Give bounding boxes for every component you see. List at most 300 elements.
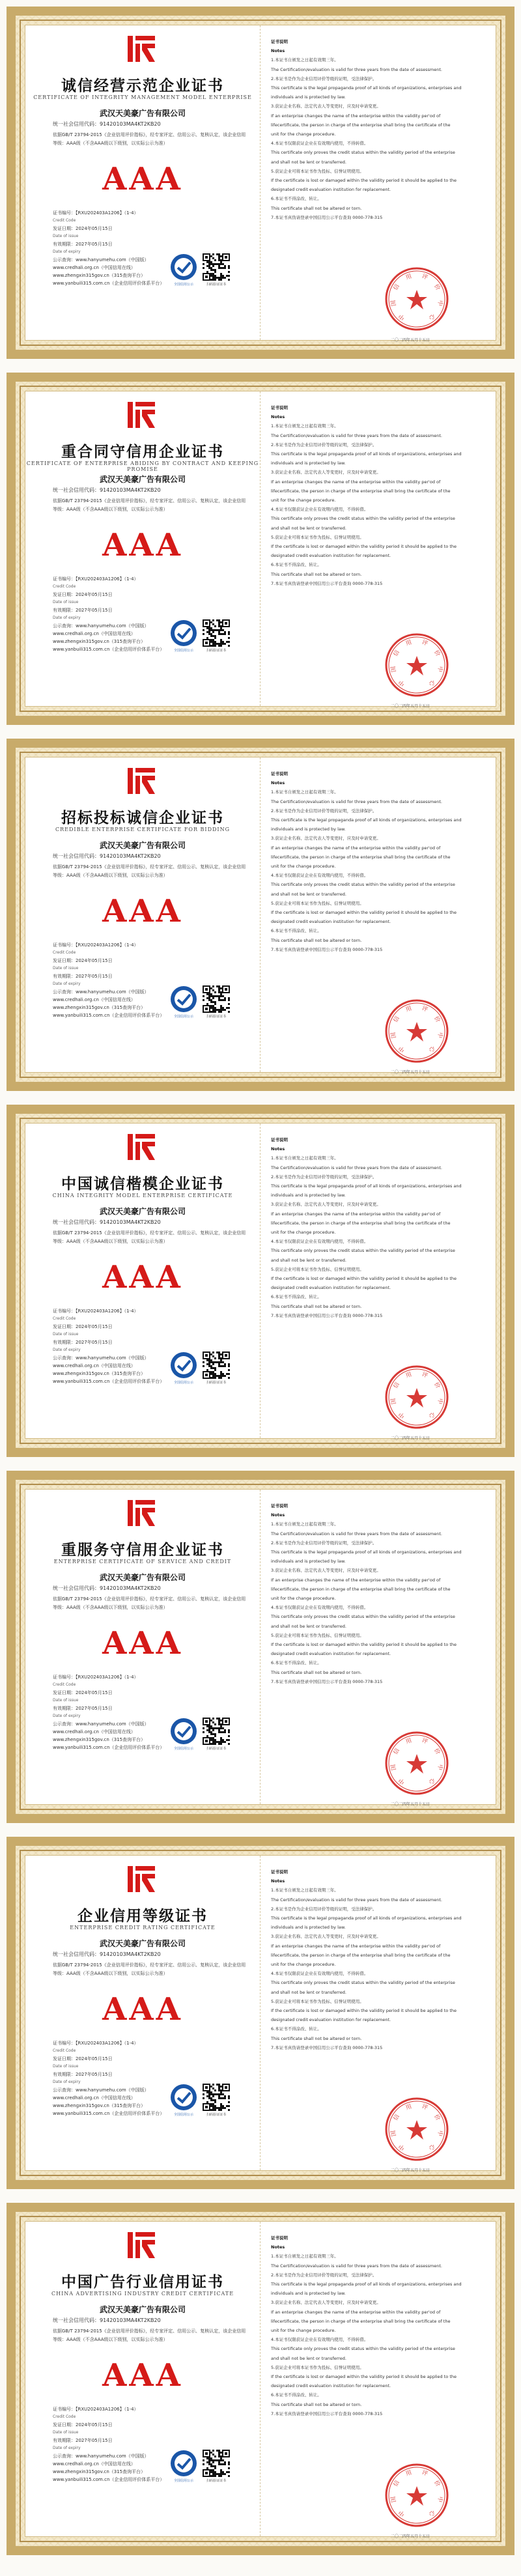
svg-text:用: 用 xyxy=(404,2103,413,2112)
description-line: 等级：AAA级（不含AAA级以下级别，以实际公示为准） xyxy=(53,141,168,146)
svg-text:用: 用 xyxy=(404,639,413,647)
qr-code-icon xyxy=(203,2084,230,2111)
notes-line: This certificate shall not be altered or torn. xyxy=(271,2401,362,2407)
svg-text:心: 心 xyxy=(427,1776,436,1785)
notes-block xyxy=(271,37,485,222)
notes-line: If the certificate is lost or damaged within the validity period it should be applied to the xyxy=(271,178,457,184)
meta-row: 有效期限：2027年05月15日 xyxy=(53,608,113,613)
meta-row: www.credhali.org.cn（中国信用在线） xyxy=(53,2095,135,2101)
notes-block xyxy=(271,1501,485,1686)
notes-line: This certificate only proves the credit status within the validity period of the enterprise xyxy=(271,516,455,522)
notes-line: This certificate only proves the credit status within the validity period of the enterprise xyxy=(271,1248,455,1254)
meta-row: www.credhali.org.cn（中国信用在线） xyxy=(53,2461,135,2467)
notes-line: This certificate shall not be altered or torn. xyxy=(271,205,362,211)
company-name: 武汉天美豪广告有限公司 xyxy=(99,841,186,850)
seal-date: 二〇二四年五月十五日 xyxy=(391,704,430,709)
meta-row: 证书编号：【RXU202403A1206】（1-4） xyxy=(53,942,139,948)
meta-row: 有效期限：2027年05月15日 xyxy=(53,242,113,247)
notes-heading: 证书说明 xyxy=(271,2235,288,2241)
notes-line: This certificate is the legal propaganda proof of all kinds of organizations, enterprises and xyxy=(271,451,462,457)
notes-line: This certificate is the legal propaganda proof of all kinds of organizations, enterprises and xyxy=(271,1550,462,1555)
credit-grade: AAA xyxy=(102,527,183,563)
official-seal-icon xyxy=(384,2097,449,2162)
credit-grade: AAA xyxy=(102,1625,183,1662)
credit-grade: AAA xyxy=(102,2357,183,2394)
meta-row: www.credhali.org.cn（中国信用在线） xyxy=(53,631,135,636)
notes-line: lifecertificate, the person in charge of the enterprise shall bring the certificate of the xyxy=(271,1586,451,1592)
notes-line: and shall not be lent or transferred. xyxy=(271,2355,346,2361)
badge-caption: 全国信用公示 xyxy=(173,1381,193,1385)
seal-date: 二〇二四年五月十五日 xyxy=(391,1070,430,1075)
certificate xyxy=(7,2203,514,2555)
certificate-notes-panel xyxy=(260,1856,496,2173)
certificate xyxy=(7,1471,514,1823)
svg-text:心: 心 xyxy=(427,678,436,687)
certificate-title: 中国广告行业信用证书 xyxy=(61,2273,224,2291)
certificate-notes-panel xyxy=(260,1124,496,1441)
meta-row-en: Date of issue xyxy=(53,1698,79,1703)
certificate-body xyxy=(25,1489,496,1805)
notes-line: 6.本证书不得涂改、转让。 xyxy=(271,196,322,202)
certificate-notes-panel xyxy=(260,2222,496,2539)
notes-line: 6.本证书不得涂改、转让。 xyxy=(271,562,322,568)
notes-heading: 证书说明 xyxy=(271,405,288,410)
notes-line: individuals and is protected by law. xyxy=(271,1559,346,1564)
svg-text:价: 价 xyxy=(432,649,442,658)
notes-line: 3.获证企业名称、法定代表人等变更时，应及时申请变更。 xyxy=(271,470,381,475)
notes-line: 3.获证企业名称、法定代表人等变更时，应及时申请变更。 xyxy=(271,104,381,109)
notes-line: 6.本证书不得涂改、转让。 xyxy=(271,1660,322,1666)
meta-row: 发证日期：2024年05月15日 xyxy=(53,1324,113,1329)
meta-row: www.yanbuili315.com.cn（企业信用评价体系平台） xyxy=(53,2477,165,2482)
meta-row-en: Credit Code xyxy=(53,2048,76,2053)
notes-line: 1.本证书自颁发之日起有效期三年。 xyxy=(271,1522,339,1527)
notes-line: 6.本证书不得涂改、转让。 xyxy=(271,1294,322,1300)
svg-text:信: 信 xyxy=(392,2479,401,2488)
company-name: 武汉天美豪广告有限公司 xyxy=(99,475,186,484)
credit-badge-icon xyxy=(170,1718,197,1745)
meta-row-en: Credit Code xyxy=(53,218,76,223)
notes-line: 2.本证书是作为企业信用评价等级的证明，受法律保护。 xyxy=(271,76,377,81)
notes-line: This certificate shall not be altered or torn. xyxy=(271,1669,362,1675)
certificate-body xyxy=(25,25,496,341)
meta-row: www.credhali.org.cn（中国信用在线） xyxy=(53,265,135,270)
notes-line: 5.获证企业可将本证书作为投标、信誉证明使用。 xyxy=(271,1998,364,2004)
official-seal-icon xyxy=(384,1731,449,1796)
meta-row: 公示查询：www.hanyumehu.com（中国版） xyxy=(53,1721,149,1727)
credit-code: 统一社会信用代码：91420103MA4KT2KB20 xyxy=(53,1219,161,1225)
notes-line: This certificate shall not be altered or torn. xyxy=(271,2035,362,2041)
certificate-logo-icon xyxy=(126,1131,156,1161)
meta-row: 发证日期：2024年05月15日 xyxy=(53,2056,113,2061)
credit-grade: AAA xyxy=(102,1259,183,1295)
svg-text:中: 中 xyxy=(436,1397,444,1405)
notes-line: 5.获证企业可将本证书作为投标、信誉证明使用。 xyxy=(271,2364,364,2370)
certificate-notes-panel xyxy=(260,25,496,343)
badge-caption: 全国信用公示 xyxy=(173,2479,193,2483)
notes-block xyxy=(271,1867,485,2052)
notes-line: This certificate is the legal propaganda proof of all kinds of organizations, enterprises and xyxy=(271,1916,462,1921)
meta-row-en: Credit Code xyxy=(53,950,76,955)
notes-line: and shall not be lent or transferred. xyxy=(271,159,346,165)
qr-caption: 扫码验证证书 xyxy=(206,2479,226,2483)
certificate-front xyxy=(25,757,260,1072)
svg-text:评: 评 xyxy=(421,1737,429,1746)
official-seal-icon xyxy=(384,632,449,698)
notes-heading: 证书说明 xyxy=(271,1137,288,1142)
notes-line: 4.本证书仅限获证企业在有效期内使用，不得转借。 xyxy=(271,873,369,879)
notes-block xyxy=(271,769,485,954)
meta-row: 有效期限：2027年05月15日 xyxy=(53,1340,113,1345)
certificate-front xyxy=(25,1856,260,2170)
notes-block xyxy=(271,1135,485,1320)
official-seal-icon xyxy=(384,998,449,1064)
qr-code-icon xyxy=(203,985,230,1013)
svg-text:中: 中 xyxy=(397,678,406,687)
meta-row-en: Credit Code xyxy=(53,584,76,589)
notes-line: The Certification/evaluation is valid for three years from the date of assessment. xyxy=(271,66,442,72)
description-line: 依据GB/T 23794-2015《企业信用评价指标》，经专家评定、信用公示、复核认定，该企业信用 xyxy=(53,1962,246,1968)
certificate-logo-icon xyxy=(126,765,156,795)
notes-line: designated credit evaluation institution for replacement. xyxy=(271,2383,391,2389)
meta-row: www.credhali.org.cn（中国信用在线） xyxy=(53,997,135,1002)
certificate xyxy=(7,1105,514,1457)
badge-caption: 全国信用公示 xyxy=(173,1015,193,1019)
notes-line: individuals and is protected by law. xyxy=(271,94,346,100)
notes-line: The Certification/evaluation is valid for three years from the date of assessment. xyxy=(271,1165,442,1170)
svg-text:中: 中 xyxy=(397,2508,406,2517)
notes-line: If the certificate is lost or damaged within the validity period it should be applied to the xyxy=(271,2374,457,2380)
company-name: 武汉天美豪广告有限公司 xyxy=(99,1573,186,1582)
svg-text:国: 国 xyxy=(390,665,398,673)
svg-text:价: 价 xyxy=(432,2479,442,2488)
description-line: 依据GB/T 23794-2015《企业信用评价指标》，经专家评定、信用公示、复核认定，该企业信用 xyxy=(53,132,246,137)
svg-text:用: 用 xyxy=(404,2469,413,2478)
svg-text:心: 心 xyxy=(427,312,436,321)
svg-text:中: 中 xyxy=(436,1763,444,1771)
meta-row-en: Date of issue xyxy=(53,600,79,604)
credit-grade: AAA xyxy=(102,1991,183,2028)
qr-code-icon xyxy=(203,253,230,281)
notes-line: designated credit evaluation institution for replacement. xyxy=(271,553,391,559)
svg-text:中: 中 xyxy=(436,2495,444,2503)
svg-text:价: 价 xyxy=(432,2113,442,2122)
svg-text:中: 中 xyxy=(436,665,444,673)
certificate xyxy=(7,373,514,725)
qr-caption: 扫码验证证书 xyxy=(206,1381,226,1385)
certificate xyxy=(7,739,514,1091)
meta-row: 有效期限：2027年05月15日 xyxy=(53,1706,113,1711)
meta-row: www.yanbuili315.com.cn（企业信用评价体系平台） xyxy=(53,647,165,652)
credit-code: 统一社会信用代码：91420103MA4KT2KB20 xyxy=(53,2317,161,2323)
notes-line: This certificate is the legal propaganda proof of all kinds of organizations, enterprises and xyxy=(271,85,462,91)
notes-line: 2.本证书是作为企业信用评价等级的证明，受法律保护。 xyxy=(271,1540,377,1546)
svg-text:中: 中 xyxy=(397,312,406,321)
description-line: 等级：AAA级（不含AAA级以下级别，以实际公示为准） xyxy=(53,2337,168,2342)
meta-row: www.zhengxin315gov.cn（315查询平台） xyxy=(53,1005,146,1010)
credit-code: 统一社会信用代码：91420103MA4KT2KB20 xyxy=(53,487,161,493)
notes-line: This certificate only proves the credit status within the validity period of the enterprise xyxy=(271,1614,455,1620)
meta-row-en: Date of expiry xyxy=(53,982,81,986)
meta-row: www.zhengxin315gov.cn（315查询平台） xyxy=(53,1737,146,1742)
meta-row: 证书编号：【RXU202403A1206】（1-4） xyxy=(53,1309,139,1314)
notes-line: 1.本证书自颁发之日起有效期三年。 xyxy=(271,2254,339,2259)
certificate-subtitle: ENTERPRISE CERTIFICATE OF SERVICE AND CREDIT xyxy=(53,1559,232,1564)
notes-line: 7.本证书真伪请登录中国信用公示平台查询 0000-778-315 xyxy=(271,1312,383,1318)
meta-row: 公示查询：www.hanyumehu.com（中国版） xyxy=(53,257,149,262)
credit-grade: AAA xyxy=(102,161,183,197)
svg-text:中: 中 xyxy=(397,1410,406,1419)
certificate-title: 中国诚信楷模企业证书 xyxy=(61,1175,224,1193)
certificate-meta xyxy=(53,575,164,653)
certificate-subtitle: CHINA INTEGRITY MODEL ENTERPRISE CERTIFICATE xyxy=(52,1193,233,1198)
certificate-title: 重合同守信用企业证书 xyxy=(61,443,224,460)
notes-line: If an enterprise changes the name of the enterprise within the validity per'od of xyxy=(271,845,441,851)
notes-heading: Notes xyxy=(271,414,285,420)
notes-line: 7.本证书真伪请登录中国信用公示平台查询 0000-778-315 xyxy=(271,1678,383,1684)
meta-row: 有效期限：2027年05月15日 xyxy=(53,2438,113,2443)
badge-caption: 全国信用公示 xyxy=(173,283,193,287)
certificate xyxy=(7,1837,514,2189)
seal-date: 二〇二四年五月十五日 xyxy=(391,1802,430,1807)
certificate-subtitle: CREDIBLE ENTERPRISE CERTIFICATE FOR BIDDING xyxy=(55,827,230,832)
credit-code: 统一社会信用代码：91420103MA4KT2KB20 xyxy=(53,853,161,859)
seal-date: 二〇二四年五月十五日 xyxy=(391,2168,430,2173)
company-name: 武汉天美豪广告有限公司 xyxy=(99,109,186,118)
meta-row: 发证日期：2024年05月15日 xyxy=(53,958,113,963)
notes-line: This certificate only proves the credit status within the validity period of the enterprise xyxy=(271,2346,455,2352)
notes-line: designated credit evaluation institution for replacement. xyxy=(271,1651,391,1657)
svg-text:国: 国 xyxy=(390,1763,398,1771)
svg-text:信: 信 xyxy=(392,649,401,658)
certificate xyxy=(7,7,514,359)
certificate-description xyxy=(53,1229,251,1246)
notes-line: unit for the change procedure. xyxy=(271,864,336,870)
meta-row: www.zhengxin315gov.cn（315查询平台） xyxy=(53,2469,146,2474)
notes-line: 3.获证企业名称、法定代表人等变更时，应及时申请变更。 xyxy=(271,1934,381,1940)
certificate-logo-icon xyxy=(126,1497,156,1527)
seal-date: 二〇二四年五月十五日 xyxy=(391,2534,430,2539)
description-line: 等级：AAA级（不含AAA级以下级别，以实际公示为准） xyxy=(53,1971,168,1976)
meta-row: www.credhali.org.cn（中国信用在线） xyxy=(53,1729,135,1734)
meta-row: www.yanbuili315.com.cn（企业信用评价体系平台） xyxy=(53,1745,165,1750)
credit-code: 统一社会信用代码：91420103MA4KT2KB20 xyxy=(53,121,161,127)
qr-caption: 扫码验证证书 xyxy=(206,2113,226,2117)
meta-row: 发证日期：2024年05月15日 xyxy=(53,1690,113,1695)
meta-row: 证书编号：【RXU202403A1206】（1-4） xyxy=(53,1675,139,1680)
description-line: 依据GB/T 23794-2015《企业信用评价指标》，经专家评定、信用公示、复核认定，该企业信用 xyxy=(53,2328,246,2334)
meta-row-en: Credit Code xyxy=(53,2414,76,2419)
notes-line: individuals and is protected by law. xyxy=(271,1925,346,1931)
notes-line: 3.获证企业名称、法定代表人等变更时，应及时申请变更。 xyxy=(271,2300,381,2306)
meta-row: 证书编号：【RXU202403A1206】（1-4） xyxy=(53,2041,139,2046)
meta-row: 公示查询：www.hanyumehu.com（中国版） xyxy=(53,1355,149,1361)
svg-text:价: 价 xyxy=(432,1381,442,1390)
certificate-notes-panel xyxy=(260,391,496,709)
meta-row: www.credhali.org.cn（中国信用在线） xyxy=(53,1363,135,1368)
certificate-front xyxy=(25,25,260,340)
meta-row-en: Date of expiry xyxy=(53,1348,81,1352)
certificate-body xyxy=(25,1855,496,2171)
notes-line: If an enterprise changes the name of the enterprise within the validity per'od of xyxy=(271,1577,441,1583)
notes-line: If the certificate is lost or damaged within the validity period it should be applied to the xyxy=(271,1276,457,1282)
meta-row-en: Date of expiry xyxy=(53,2446,81,2450)
notes-line: 5.获证企业可将本证书作为投标、信誉证明使用。 xyxy=(271,1266,364,1272)
notes-line: 4.本证书仅限获证企业在有效期内使用，不得转借。 xyxy=(271,1971,369,1977)
meta-row: 有效期限：2027年05月15日 xyxy=(53,2072,113,2077)
qr-code-icon xyxy=(203,2450,230,2477)
svg-text:用: 用 xyxy=(404,273,413,281)
notes-line: If an enterprise changes the name of the enterprise within the validity per'od of xyxy=(271,1943,441,1949)
notes-line: If the certificate is lost or damaged within the validity period it should be applied to the xyxy=(271,1642,457,1648)
company-name: 武汉天美豪广告有限公司 xyxy=(99,1207,186,1216)
notes-line: 2.本证书是作为企业信用评价等级的证明，受法律保护。 xyxy=(271,1174,377,1180)
meta-row-en: Date of expiry xyxy=(53,1714,81,1718)
seal-date: 二〇二四年五月十五日 xyxy=(391,1436,430,1441)
certificate-body xyxy=(25,757,496,1073)
svg-text:信: 信 xyxy=(392,1381,401,1390)
official-seal-icon xyxy=(384,1365,449,1430)
svg-text:信: 信 xyxy=(392,1015,401,1024)
notes-line: designated credit evaluation institution for replacement. xyxy=(271,919,391,925)
description-line: 依据GB/T 23794-2015《企业信用评价指标》，经专家评定、信用公示、复核认定，该企业信用 xyxy=(53,1596,246,1602)
notes-line: 7.本证书真伪请登录中国信用公示平台查询 0000-778-315 xyxy=(271,2411,383,2416)
notes-line: If the certificate is lost or damaged within the validity period it should be applied to the xyxy=(271,544,457,550)
notes-line: 3.获证企业名称、法定代表人等变更时，应及时申请变更。 xyxy=(271,1202,381,1208)
meta-row: www.zhengxin315gov.cn（315查询平台） xyxy=(53,639,146,644)
notes-line: designated credit evaluation institution for replacement. xyxy=(271,2017,391,2023)
certificate-description xyxy=(53,1595,251,1612)
meta-row: 公示查询：www.hanyumehu.com（中国版） xyxy=(53,989,149,995)
svg-text:中: 中 xyxy=(397,1044,406,1053)
meta-row: 证书编号：【RXU202403A1206】（1-4） xyxy=(53,2407,139,2412)
meta-row: www.yanbuili315.com.cn（企业信用评价体系平台） xyxy=(53,1379,165,1384)
svg-text:国: 国 xyxy=(390,2129,398,2137)
company-name: 武汉天美豪广告有限公司 xyxy=(99,2305,186,2314)
notes-line: This certificate is the legal propaganda proof of all kinds of organizations, enterprises and xyxy=(271,817,462,823)
notes-line: lifecertificate, the person in charge of the enterprise shall bring the certificate of the xyxy=(271,488,451,494)
certificate-description xyxy=(53,497,251,514)
notes-line: 1.本证书自颁发之日起有效期三年。 xyxy=(271,789,339,795)
notes-line: If an enterprise changes the name of the enterprise within the validity per'od of xyxy=(271,113,441,119)
notes-line: This certificate is the legal propaganda proof of all kinds of organizations, enterprises and xyxy=(271,2282,462,2287)
qr-code-icon xyxy=(203,1718,230,1745)
certificate-subtitle: CERTIFICATE OF INTEGRITY MANAGEMENT MODEL ENTERPRISE xyxy=(33,94,252,100)
certificate-title: 招标投标诚信企业证书 xyxy=(61,809,224,827)
description-line: 等级：AAA级（不含AAA级以下级别，以实际公示为准） xyxy=(53,873,168,878)
certificate-notes-panel xyxy=(260,1490,496,1807)
notes-heading: 证书说明 xyxy=(271,39,288,44)
credit-badge-icon xyxy=(170,2450,197,2477)
notes-line: unit for the change procedure. xyxy=(271,1962,336,1968)
notes-heading: Notes xyxy=(271,780,285,786)
notes-line: This certificate shall not be altered or torn. xyxy=(271,937,362,943)
svg-text:评: 评 xyxy=(421,273,429,281)
notes-line: 1.本证书自颁发之日起有效期三年。 xyxy=(271,1888,339,1893)
badge-caption: 全国信用公示 xyxy=(173,1747,193,1751)
credit-badge-icon xyxy=(170,1352,197,1379)
certificate-body xyxy=(25,2221,496,2537)
svg-text:用: 用 xyxy=(404,1371,413,1380)
notes-line: 2.本证书是作为企业信用评价等级的证明，受法律保护。 xyxy=(271,1906,377,1912)
certificate-meta xyxy=(53,2405,164,2484)
certificate-meta xyxy=(53,1673,164,1751)
certificate-body xyxy=(25,391,496,707)
notes-line: The Certification/evaluation is valid for three years from the date of assessment. xyxy=(271,1531,442,1536)
notes-line: 1.本证书自颁发之日起有效期三年。 xyxy=(271,1155,339,1161)
notes-line: If the certificate is lost or damaged within the validity period it should be applied to the xyxy=(271,2008,457,2014)
notes-line: The Certification/evaluation is valid for three years from the date of assessment. xyxy=(271,432,442,438)
qr-caption: 扫码验证证书 xyxy=(206,1747,226,1751)
svg-text:信: 信 xyxy=(392,2113,401,2122)
meta-row-en: Credit Code xyxy=(53,1682,76,1687)
meta-row: 证书编号：【RXU202403A1206】（1-4） xyxy=(53,210,139,216)
notes-line: unit for the change procedure. xyxy=(271,1230,336,1236)
meta-row-en: Date of issue xyxy=(53,1332,79,1337)
certificate-description xyxy=(53,131,251,148)
notes-line: unit for the change procedure. xyxy=(271,132,336,137)
svg-text:评: 评 xyxy=(421,1005,429,1013)
official-seal-icon xyxy=(384,2463,449,2528)
certificate-logo-icon xyxy=(126,1863,156,1893)
certificate-subtitle: CHINA ADVERTISING INDUSTRY CREDIT CERTIFICATE xyxy=(51,2291,234,2297)
svg-text:评: 评 xyxy=(421,2469,429,2478)
notes-line: lifecertificate, the person in charge of the enterprise shall bring the certificate of the xyxy=(271,1220,451,1226)
notes-line: designated credit evaluation institution for replacement. xyxy=(271,1285,391,1291)
certificate-title: 诚信经营示范企业证书 xyxy=(61,77,224,94)
meta-row: www.yanbuili315.com.cn（企业信用评价体系平台） xyxy=(53,1013,165,1018)
svg-text:用: 用 xyxy=(404,1737,413,1746)
meta-row: www.yanbuili315.com.cn（企业信用评价体系平台） xyxy=(53,281,165,286)
notes-line: and shall not be lent or transferred. xyxy=(271,1257,346,1263)
notes-line: This certificate only proves the credit status within the validity period of the enterprise xyxy=(271,150,455,156)
notes-heading: Notes xyxy=(271,1146,285,1152)
notes-line: and shall not be lent or transferred. xyxy=(271,1989,346,1995)
certificate-logo-icon xyxy=(126,2229,156,2259)
description-line: 依据GB/T 23794-2015《企业信用评价指标》，经专家评定、信用公示、复核认定，该企业信用 xyxy=(53,1230,246,1236)
notes-line: This certificate shall not be altered or torn. xyxy=(271,1303,362,1309)
svg-text:心: 心 xyxy=(427,1410,436,1419)
meta-row: 公示查询：www.hanyumehu.com（中国版） xyxy=(53,623,149,629)
svg-text:价: 价 xyxy=(432,1747,442,1756)
notes-line: 5.获证企业可将本证书作为投标、信誉证明使用。 xyxy=(271,534,364,540)
notes-line: individuals and is protected by law. xyxy=(271,1193,346,1198)
meta-row: 公示查询：www.hanyumehu.com（中国版） xyxy=(53,2454,149,2459)
notes-heading: Notes xyxy=(271,2244,285,2250)
notes-heading: 证书说明 xyxy=(271,1503,288,1508)
svg-text:国: 国 xyxy=(390,2495,398,2503)
notes-line: 5.获证企业可将本证书作为投标、信誉证明使用。 xyxy=(271,1632,364,1638)
notes-line: 2.本证书是作为企业信用评价等级的证明，受法律保护。 xyxy=(271,2272,377,2278)
certificate-front xyxy=(25,1124,260,1438)
certificate-description xyxy=(53,2327,251,2344)
notes-line: 1.本证书自颁发之日起有效期三年。 xyxy=(271,423,339,429)
meta-row: 证书编号：【RXU202403A1206】（1-4） xyxy=(53,576,139,582)
svg-text:国: 国 xyxy=(390,1031,398,1039)
meta-row-en: Date of issue xyxy=(53,2430,79,2435)
svg-text:心: 心 xyxy=(427,1044,436,1053)
official-seal-icon xyxy=(384,266,449,332)
certificate-front xyxy=(25,1490,260,1804)
certificate-subtitle: CERTIFICATE OF ENTERPRISE ABIDING BY CONTRACT AND KEEPING PROMISE xyxy=(26,460,259,472)
notes-line: lifecertificate, the person in charge of the enterprise shall bring the certificate of the xyxy=(271,122,451,128)
svg-text:国: 国 xyxy=(390,1397,398,1405)
svg-text:价: 价 xyxy=(432,283,442,292)
badge-caption: 全国信用公示 xyxy=(173,2113,193,2117)
description-line: 等级：AAA级（不含AAA级以下级别，以实际公示为准） xyxy=(53,1239,168,1244)
credit-badge-icon xyxy=(170,619,197,647)
svg-text:国: 国 xyxy=(390,299,398,307)
